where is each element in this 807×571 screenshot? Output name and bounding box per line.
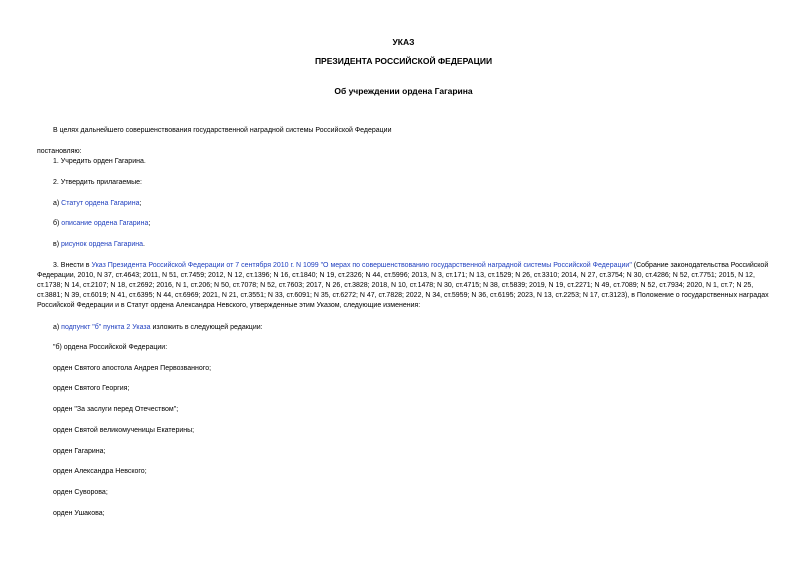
statute-link[interactable]: Статут ордена Гагарина <box>61 200 140 207</box>
decree-title: Об учреждении ордена Гагарина <box>334 86 473 96</box>
intro-paragraph: В целях дальнейшего совершенствования государственной наградной системы Российской Федерации <box>53 127 392 134</box>
order-item: орден Гагарина; <box>53 448 106 455</box>
order-item: орден Святой великомученицы Екатерины; <box>53 427 195 434</box>
item-2a-suffix: ; <box>139 200 142 207</box>
decree-1099-link[interactable]: Указ Президента Российской Федерации от 7 сентября 2010 г. N 1099 "О мерах по совершенствованию государственной наградной системы Российской Федерации" <box>91 262 632 269</box>
sub-a-prefix: а) <box>53 324 62 331</box>
item-2a-prefix: а) <box>53 200 62 207</box>
item-2b-suffix: ; <box>148 220 151 227</box>
decree-issuer: ПРЕЗИДЕНТА РОССИЙСКОЙ ФЕДЕРАЦИИ <box>314 56 493 66</box>
sub-a <box>53 323 263 333</box>
item-1: 1. Учредить орден Гагарина. <box>53 158 146 165</box>
order-item: орден Александра Невского; <box>53 468 147 475</box>
order-item: орден "За заслуги перед Отечеством"; <box>53 406 179 413</box>
drawing-link[interactable]: рисунок ордена Гагарина <box>61 241 144 248</box>
order-item: орден Ушакова; <box>53 510 105 517</box>
description-link[interactable]: описание ордена Гагарина <box>61 220 149 227</box>
item-3-text: (Собрание законодательства Российской Федерации, 2010, N 37, ст.4643; 2011, N 51, ст.7459; 2012, N 12, ст.1396; N 16, ст.1840; N 19, ст.2326; N 44, ст.5996; 2013, N 3, ст.171; N 13, ст.1529; N 26, ст.3310; 2014, N 27, ст.3754; N 30, ст.4286; N 52, ст.7751; 2015, N 12, ст.1738; N 14, ст.2107; N 18, ст.2692; 2016, N 1, ст.206; N 50, ст.7078; N 52, ст.7603; 2017, N 26, ст.3828; 2018, N 10, ст.1478; N 30, ст.4715; N 38, ст.5839; 2019, N 19, ст.2271; N 49, ст.7089; N 52, ст.7934; 2020, N 1, ст.7; N 25, ст.3881; N 39, ст.6019; N 41, ст.6395; N 44, ст.6969; 2021, N 21, ст.3551; N 33, ст.6091; N 35, ст.6272; N 47, ст.7828; 2022, N 34, ст.5959; N 36, ст.6195; 2023, N 13, ст.2253; N 17, ст.3123), в Положение о государственных наградах Российской Федерации и в Статут ордена Александра Невского, утвержденные этим Указом, следующие изменения: <box>37 262 769 309</box>
item-2c <box>53 240 145 250</box>
item-2c-prefix: в) <box>53 241 61 248</box>
subparagraph-link[interactable]: подпункт "б" пункта 2 Указа <box>61 324 151 331</box>
decree-word: постановляю: <box>37 148 82 155</box>
item-2: 2. Утвердить прилагаемые: <box>53 179 142 186</box>
item-3-prefix: 3. Внести в <box>53 262 92 269</box>
order-item: орден Суворова; <box>53 489 108 496</box>
item-2b-prefix: б) <box>53 220 62 227</box>
sub-a-text: изложить в следующей редакции: <box>150 324 263 331</box>
decree-heading: УКАЗ <box>392 37 415 47</box>
quote-b: "б) ордена Российской Федерации: <box>53 344 168 351</box>
order-item: орден Святого апостола Андрея Первозванного; <box>53 365 212 372</box>
item-3-paragraph <box>37 261 770 311</box>
item-2c-suffix: . <box>143 241 145 248</box>
order-item: орден Святого Георгия; <box>53 385 130 392</box>
item-2a <box>53 199 141 209</box>
item-2b <box>53 219 150 229</box>
